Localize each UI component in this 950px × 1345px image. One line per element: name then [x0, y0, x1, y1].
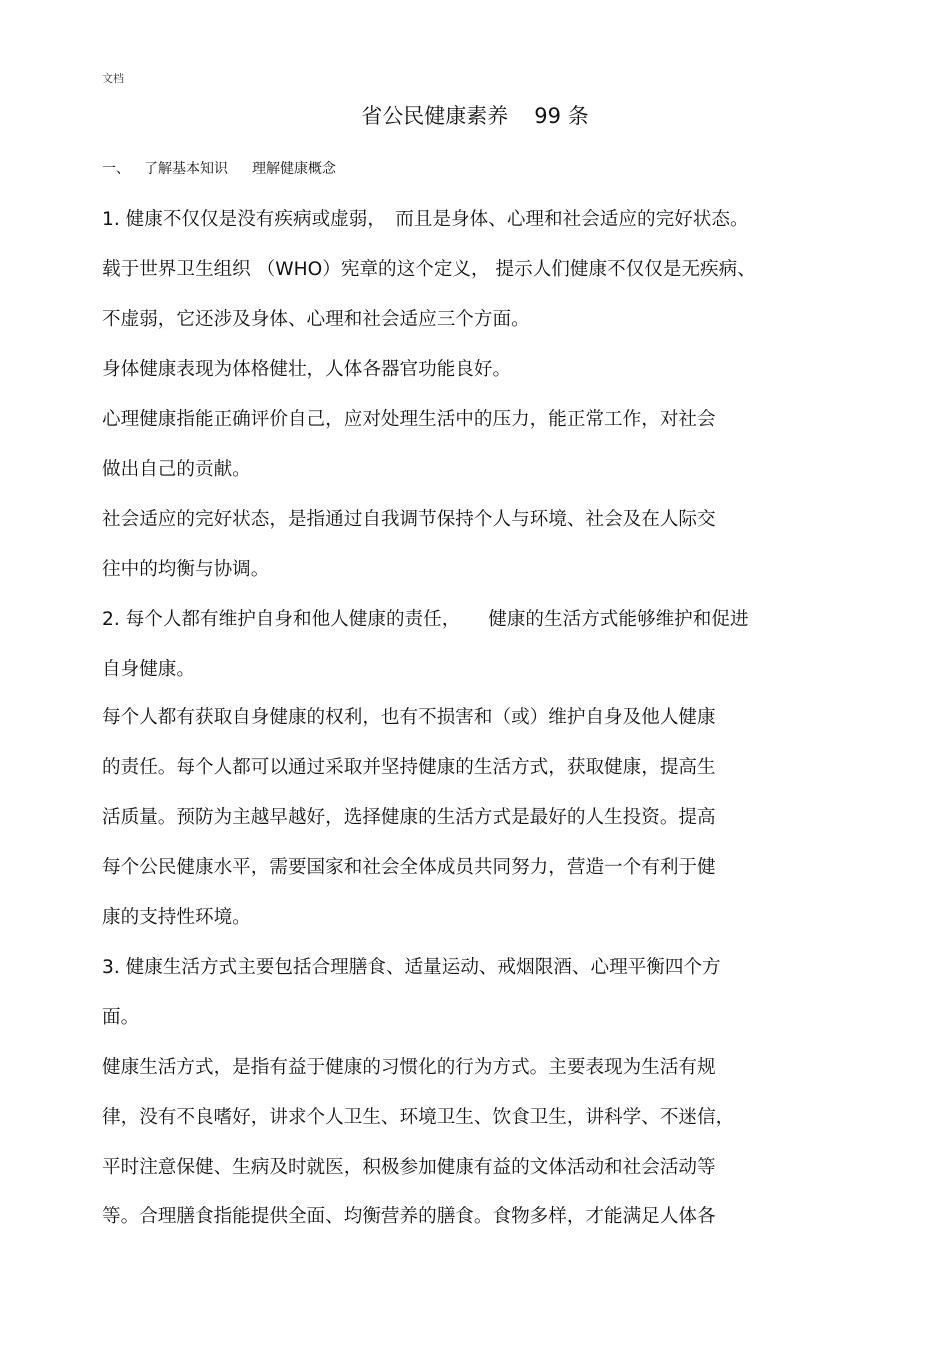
section-heading: [102, 158, 336, 178]
body-line: 不虚弱，它还涉及身体、心理和社会适应三个方面。: [102, 309, 530, 330]
body-line: 康的支持性环境。: [102, 907, 251, 928]
body-line: 平时注意保健、生病及时就医，积极参加健康有益的文体活动和社会活动等: [102, 1157, 716, 1178]
body-line: 等。合理膳食指能提供全面、均衡营养的膳食。食物多样，才能满足人体各: [102, 1206, 716, 1227]
body-line: 的责任。每个人都可以通过采取并坚持健康的生活方式，获取健康，提高生: [102, 757, 716, 778]
body-line: 做出自己的贡献。: [102, 459, 251, 480]
title-number: 99 条: [534, 104, 589, 128]
section-part1: 了解基本知识: [144, 161, 228, 177]
body-line: 往中的均衡与协调。: [102, 559, 270, 580]
body-line: 心理健康指能正确评价自己，应对处理生活中的压力，能正常工作，对社会: [102, 409, 716, 430]
section-part2: 理解健康概念: [252, 161, 336, 177]
body-line: 自身健康。: [102, 659, 195, 680]
body-line: 2. 每个人都有维护自身和他人健康的责任， 健康的生活方式能够维护和促进: [102, 609, 749, 630]
body-line: 面。: [102, 1007, 140, 1028]
body-line: 律，没有不良嗜好，讲求个人卫生、环境卫生、饮食卫生，讲科学、不迷信，: [102, 1107, 735, 1128]
body-line: 每个人都有获取自身健康的权利，也有不损害和（或）维护自身及他人健康: [102, 707, 716, 728]
body-line: 3. 健康生活方式主要包括合理膳食、适量运动、戒烟限酒、心理平衡四个方: [102, 957, 721, 978]
body-line: 载于世界卫生组织 （WHO）宪章的这个定义， 提示人们健康不仅仅是无疾病、: [102, 259, 756, 280]
body-line: 健康生活方式，是指有益于健康的习惯化的行为方式。主要表现为生活有规: [102, 1057, 716, 1078]
title-main: 省公民健康素养: [361, 104, 509, 128]
body-line: 身体健康表现为体格健壮，人体各器官功能良好。: [102, 359, 512, 380]
body-line: 活质量。预防为主越早越好，选择健康的生活方式是最好的人生投资。提高: [102, 807, 716, 828]
body-line: 每个公民健康水平，需要国家和社会全体成员共同努力，营造一个有利于健: [102, 857, 716, 878]
document-title: [0, 100, 950, 130]
header-tag: 文档: [102, 72, 124, 85]
section-number: 一、: [102, 161, 130, 177]
body-line: 1. 健康不仅仅是没有疾病或虚弱， 而且是身体、心理和社会适应的完好状态。: [102, 209, 749, 230]
body-line: 社会适应的完好状态，是指通过自我调节保持个人与环境、社会及在人际交: [102, 509, 716, 530]
